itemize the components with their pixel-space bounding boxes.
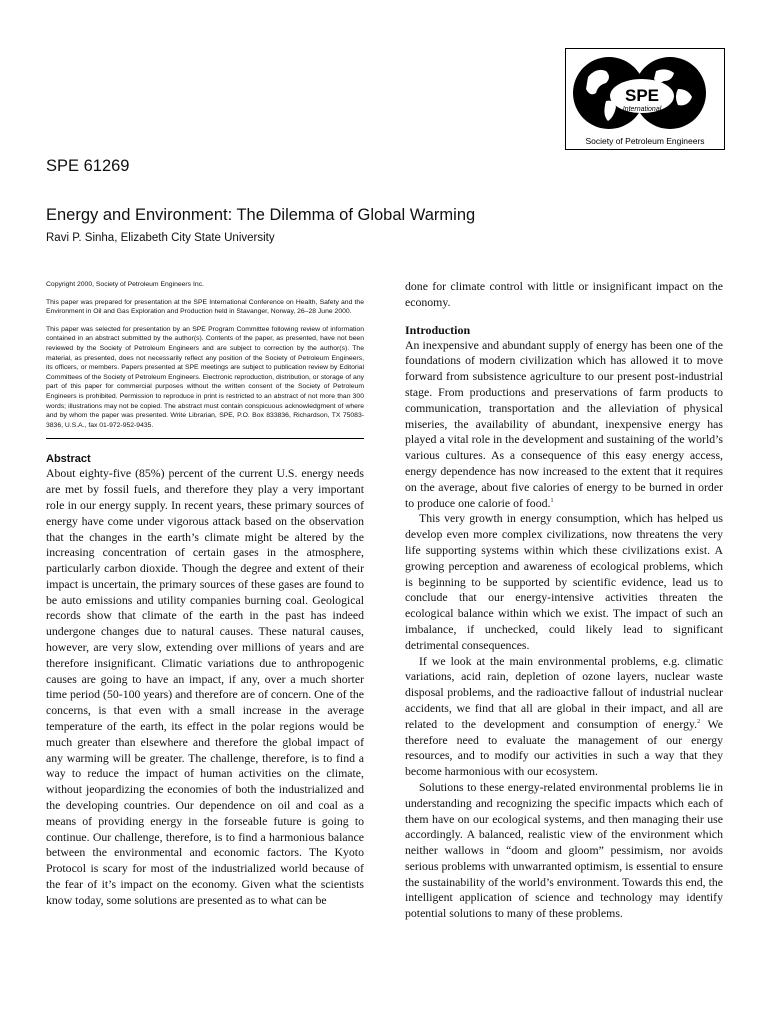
intro-paragraph-4: Solutions to these energy-related environmental problems lie in understanding and recognizing the specific impacts which each of them have on our ecological systems, and then managing their use accordingly. A balanced, realistic view of the environment which neither wallows in “doom and gloom” pessimism, nor avoids serious problems with unwarranted optimism, is essential to ensure the sustainability of the world’s environment. Towards this end, the intelligent application of science and technology may identify potential solutions to many of these problems.: [405, 779, 723, 921]
logo-caption: Society of Petroleum Engineers: [585, 136, 705, 146]
prepared-notice: This paper was prepared for presentation at the SPE International Conference on Health, Safety and the Environment in Oil and Gas Exploration and Production held in Stavanger, Norway, 26–28 June 2000.: [46, 298, 364, 316]
left-column: [46, 280, 364, 909]
svg-text:International: International: [622, 106, 662, 113]
spe-logo: [565, 48, 725, 150]
intro-paragraph-2: This very growth in energy consumption, which has helped us develop even more complex civilizations, now threatens the very life supporting systems within which these civilizations exist. A growing perception and awareness of ecological problems, which is beginning to be supported by scientific evidence, lead us to conclude that our energy-intensive activities threaten the ecological balance within which we exist. The impact of such an imbalance, if unchecked, could likely lead to significant detrimental consequences.: [405, 511, 723, 652]
reference-2: 2: [697, 718, 701, 725]
right-column: [405, 279, 723, 922]
copyright-notice: Copyright 2000, Society of Petroleum Engineers Inc.: [46, 281, 204, 288]
intro-paragraph-1-text: An inexpensive and abundant supply of energy has been one of the foundations of modern civilization which has allowed it to move forward from subsistence agriculture to our present post-industrial stage. From productions and preservations of farm products to communication, transportation and the alleviation of physical miseries, the availability of abundant, inexpensive energy has played a vital role in the development and sustaining of the world’s various cultures. As a consequence of this easy energy access, energy dependence has now increased to the extent that it requires on the average, about five calories of energy to be burned in order to produce one calorie of food.: [405, 337, 723, 510]
svg-text:SPE: SPE: [624, 86, 660, 105]
intro-paragraph-3-text-a: If we look at the main environmental problems, e.g. climatic variations, acid rain, depletion of ozone layers, nuclear waste disposal problems, and the radioactive fallout of industrial nuclear accidents, we find that all are global in their impact, and all are related to the development and consumption of energy.: [405, 653, 723, 731]
paper-number: SPE 61269: [46, 157, 130, 175]
intro-paragraph-1: [405, 338, 723, 512]
paper-title: Energy and Environment: The Dilemma of Global Warming: [46, 206, 476, 224]
introduction-heading: Introduction: [405, 322, 471, 337]
divider: [46, 438, 364, 439]
authors: Ravi P. Sinha, Elizabeth City State University: [46, 232, 275, 244]
selection-notice: This paper was selected for presentation by an SPE Program Committee following review of information contained in an abstract submitted by the author(s). Contents of the paper, as presented, have not been reviewed by the Society of Petroleum Engineers and are subject to correction by the author(s). The material, as presented, does not necessarily reflect any position of the Society of Petroleum Engineers, its officers, or members. Papers presented at SPE meetings are subject to publication review by Editorial Committees of the Society of Petroleum Engineers. Electronic reproduction, distribution, or storage of any part of this paper for commercial purposes without the written consent of the Society of Petroleum Engineers is prohibited. Permission to reproduce in print is restricted to an abstract of not more than 300 words; illustrations may not be copied. The abstract must contain conspicuous acknowledgment of where and by whom the paper was presented. Write Librarian, SPE, P.O. Box 833836, Richardson, TX 75083-3836, U.S.A., fax 01-972-952-9435.: [46, 325, 364, 429]
intro-paragraph-3: [405, 654, 723, 780]
abstract-continuation: done for climate control with little or insignificant impact on the economy.: [405, 279, 723, 309]
reference-1: 1: [550, 497, 554, 504]
intro-paragraph-3-text-b: We therefore need to evaluate the management of our energy resources, and to modify our activities in such a way that they become harmonious with our ecosystem.: [405, 716, 723, 779]
abstract-text: About eighty-five (85%) percent of the current U.S. energy needs are met by fossil fuels, and therefore they play a very important role in our energy supply. In recent years, these primary sources of energy have come under vigorous attack based on the observation that the changes in the earth’s climate might be altered by the increasing concentration of certain gases in the atmosphere, particularly carbon dioxide. Though the degree and extent of their impact is uncertain, the primary sources of these gases are found to be auto emissions and utility companies burning coal. Geological records show that climate of the earth in the past has indeed undergone changes due to natural causes. These natural causes, however, are very slow, extending over millions of years and are therefore insignificant. Climatic variations due to anthropogenic causes are going to have an impact, if any, over a much shorter time period (50-100 years) and therefore are of concern. One of the concerns, is that even with a small increase in the average temperature of the earth, its effect in the polar regions would be much greater than elsewhere and therefore the global impact of any warming will be greater. The challenge, therefore, is to find a way to reduce the impact of human activities on the climate, without jeopardizing the economies of both the industrialized and the developing countries. Our dependence on oil and coal as a means of providing energy in the forseable future is going to continue. Our challenge, therefore, is to find a harmonious balance between the environmental and economic factors. The Kyoto Protocol is scary for most of the industrialized world because of the fear of it’s impact on the economy. Given what the scientists know today, some solutions are presented as to what can be: [46, 466, 364, 907]
abstract-heading: Abstract: [46, 453, 91, 466]
